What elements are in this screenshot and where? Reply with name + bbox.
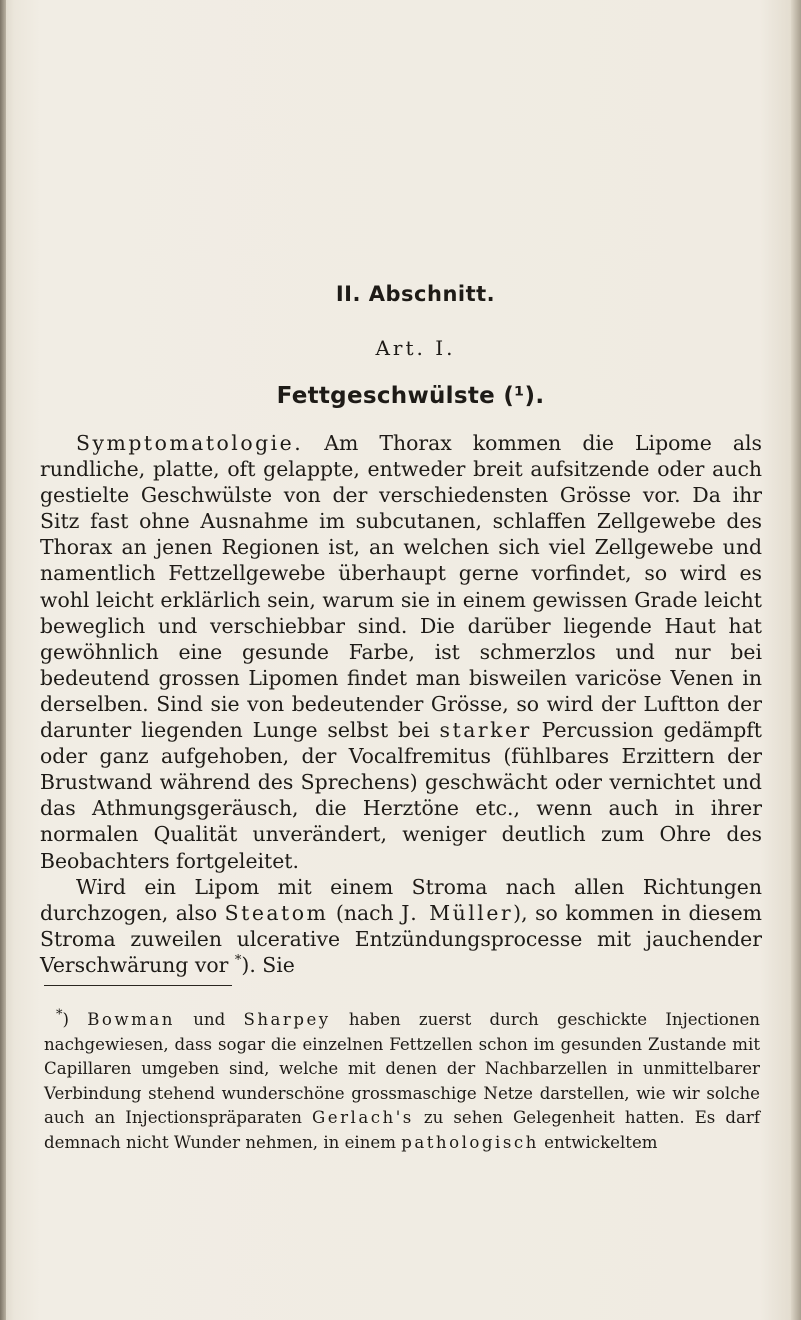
text-run: entwickeltem: [538, 1132, 658, 1152]
text-run: Am Thorax kommen die Lipome als rundliche, platte, oft gelappte, entweder breit aufsitzende oder auch gestielte Geschwülste von der verschiedensten Grösse vor. Da ihr Sitz fast ohne Ausnahme im subcutanen, schlaffen Zellgewebe des Thorax an jenen Regionen ist, an welchen sich viel Zellgewebe und namentlich Fettzellgewebe überhaupt gerne vorfindet, so wird es wohl leicht erklärlich sein, warum sie in einem gewissen Grade leicht beweglich und verschiebbar sind. Die darüber liegende Haut hat gewöhnlich eine gesunde Farbe, ist schmerzlos und nur bei bedeutend grossen Lipomen findet man bisweilen varicöse Venen in derselben. Sind sie von bedeutender Grösse, so wird der Luftton der darunter liegenden Lunge selbst bei: [40, 431, 762, 743]
text-run: Percussion gedämpft oder ganz aufgehoben, der Vocalfremitus (fühlbares Erzittern der Brustwand während des Sprechens) geschwächt oder vernichtet und das Athmungsgeräusch, die Herztöne etc., wenn auch in ihrer normalen Qualität unverändert, weniger deutlich zum Ohre des Beobachters fortgeleitet.: [40, 718, 762, 873]
text-run: und: [174, 1010, 244, 1029]
page-edge-shadow: [791, 0, 801, 1320]
text-run: ), so kommen in diesem Stroma zuweilen ulcerative Entzündungsprocesse mit jauchender Verschwärung vor: [40, 900, 762, 977]
chapter-heading: Fettgeschwülste (¹).: [276, 383, 545, 409]
footnote-reference: *: [234, 953, 242, 969]
text-run: zu sehen Gelegenheit hatten. Es darf demnach nicht Wunder nehmen, in einem: [44, 1108, 760, 1152]
paragraph-lead: Symptomatologie.: [76, 431, 304, 455]
paragraph-symptomatologie: [40, 430, 762, 874]
section-heading: II. Abschnitt.: [335, 282, 496, 306]
page-spine-shadow: [0, 0, 6, 1320]
footnote: [44, 1008, 760, 1156]
emphasis-author: Sharpey: [243, 1010, 331, 1029]
footnote-marker: *: [56, 1007, 63, 1023]
emphasis: pathologisch: [401, 1132, 539, 1152]
footnote-text: [44, 1008, 760, 1156]
text-run: ). Sie: [241, 952, 295, 977]
footnote-divider: [44, 985, 232, 986]
emphasis-author: Gerlach's: [312, 1108, 414, 1128]
text-run: haben zuerst durch geschickte Injectionen nachgewiesen, dass sogar die einzelnen Fettzellen schon im gesunden Zustande mit Capillaren umgeben sind, welche mit denen der Nachbarzellen in unmittelbarer Verbindung stehend wunderschöne grossmaschige Netze darstellen, wie wir solche auch an Injectionspräparaten: [44, 1010, 760, 1128]
paragraph-steatom: [40, 874, 762, 978]
text-run: Wird ein Lipom mit einem Stroma nach allen Richtungen durchzogen, also: [40, 874, 762, 925]
emphasis-author: Bowman: [87, 1010, 175, 1029]
emphasis-author: J. Müller: [401, 900, 514, 925]
text-run: (nach: [328, 900, 402, 925]
article-heading: Art. I.: [375, 336, 456, 360]
main-text: [40, 430, 762, 978]
emphasis: starker: [439, 718, 532, 743]
emphasis: Steatom: [224, 900, 329, 925]
text-run: ): [62, 1010, 88, 1029]
